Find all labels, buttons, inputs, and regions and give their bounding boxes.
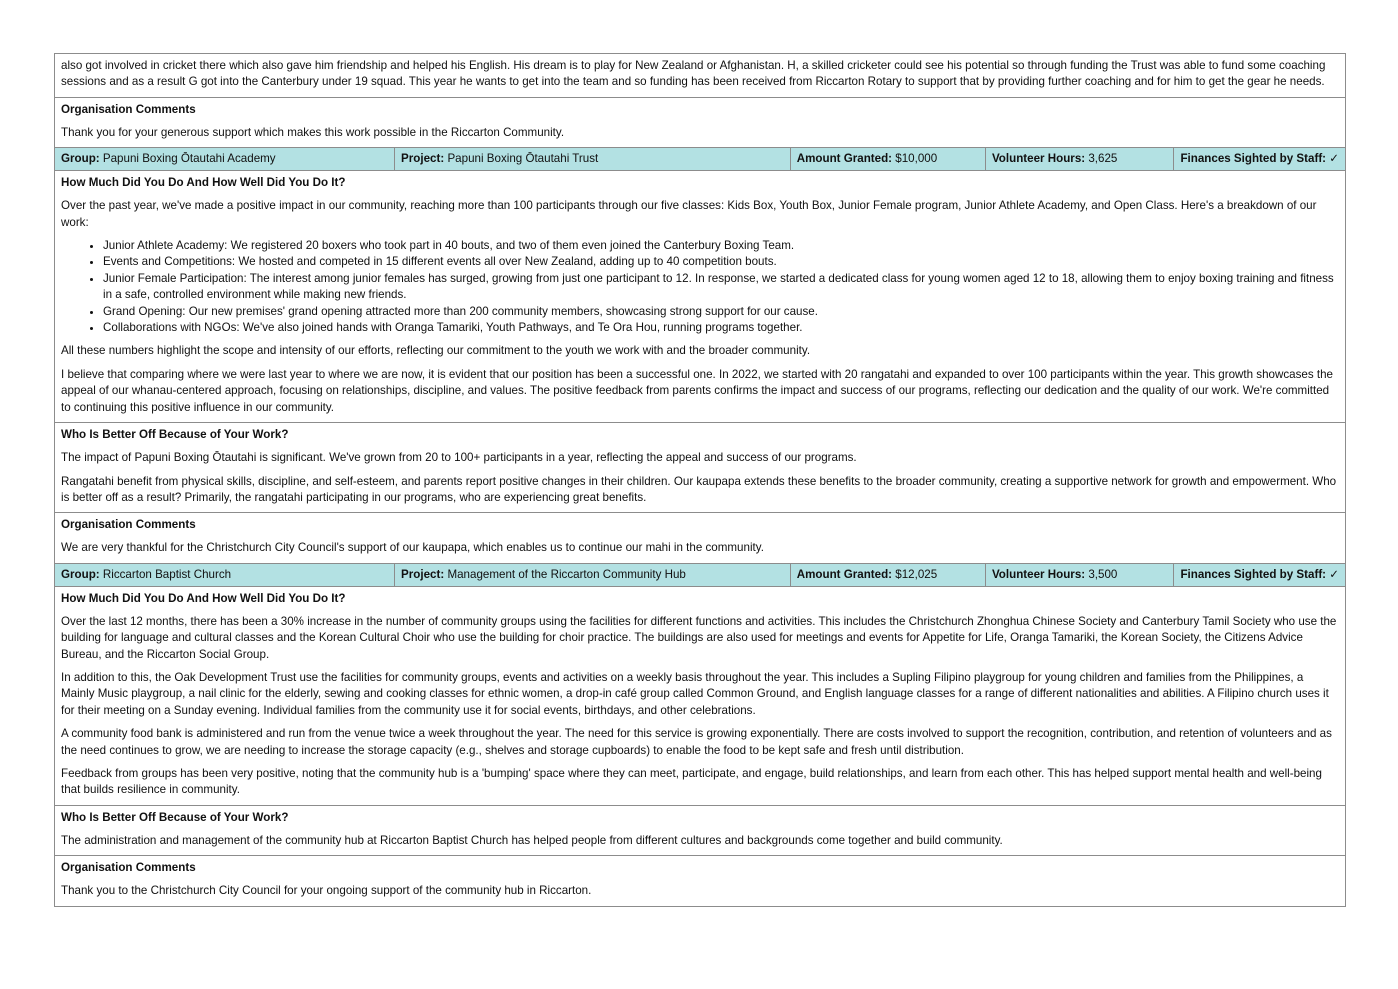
- list-item: • Events and Competitions: We hosted and competed in 15 different events all over New Zealand, adding up to 40 competition bouts.: [103, 254, 1339, 270]
- better-off-paragraph: The impact of Papuni Boxing Ōtautahi is significant. We've grown from 20 to 100+ participants in a year, reflecting the appeal and success of our programs.: [61, 451, 857, 465]
- amount-cell: Amount Granted: $12,025: [790, 564, 985, 586]
- better-off-block-riccarton: [54, 806, 1346, 856]
- how-much-paragraph: I believe that comparing where we were last year to where we are now, it is evident that our position has been a successful one. In 2022, we started with 20 rangatahi and expanded to over 100 participants within the year. This growth showcases the appeal of our whanau-centered approach, focusing on relationships, discipline, and values. The positive feedback from parents confirms the impact and success of our programs, reflecting our dedication and the quality of our work. We're committed to continuing this positive influence in our community.: [61, 367, 1333, 414]
- org-comments-block-papuni: [54, 513, 1346, 563]
- amount-value: $10,000: [895, 152, 938, 166]
- organisation-comments-block: [54, 98, 1346, 148]
- group-cell: Group: Riccarton Baptist Church: [61, 567, 232, 581]
- list-item: • Collaborations with NGOs: We've also joined hands with Oranga Tamariki, Youth Pathways, and Te Ora Hou, running programs together.: [103, 320, 1339, 336]
- continuation-text-block: [54, 53, 1346, 98]
- how-much-heading: How Much Did You Do And How Well Did You Do It?: [61, 176, 346, 190]
- organisation-comments-text: We are very thankful for the Christchurch City Council's support of our kaupapa, which enables us to continue our mahi in the community.: [61, 541, 764, 555]
- organisation-comments-text: Thank you for your generous support which makes this work possible in the Riccarton Community.: [61, 125, 565, 139]
- project-cell: Project: Management of the Riccarton Community Hub: [394, 564, 790, 586]
- hours-value: 3,625: [1088, 152, 1118, 166]
- check-icon: ✓: [1329, 567, 1339, 581]
- org-comments-block-riccarton: [54, 856, 1346, 906]
- how-much-paragraph: A community food bank is administered and run from the venue twice a week throughout the year. The need for this service is growing exponentially. There are costs involved to support the recognition, contribution, and retention of volunteers and as the need continues to grow, we are needing to increase the storage capacity (e.g., shelves and storage cupboards) to enable the food to be kept safe and fresh until distribution.: [61, 727, 1332, 757]
- how-much-block-riccarton: [54, 587, 1346, 806]
- continuation-paragraph: also got involved in cricket there which also gave him friendship and helped his English. His dream is to play for New Zealand or Afghanistan. H, a skilled cricketer could see his potential so through funding the Trust was able to fund some coaching sessions and as a result G got into the Canterbury under 19 squad. This year he wants to get into the team and so funding has been received from Riccarton Rotary to support that by providing further coaching and for him to get the gear he needs.: [61, 59, 1326, 89]
- better-off-paragraph: The administration and management of the community hub at Riccarton Baptist Church has helped people from different cultures and backgrounds come together and build community.: [61, 833, 1003, 847]
- record-header-papuni: [54, 148, 1346, 171]
- how-much-block-papuni: [54, 171, 1346, 423]
- how-much-heading: How Much Did You Do And How Well Did You Do It?: [61, 591, 346, 605]
- hours-value: 3,500: [1088, 567, 1118, 581]
- how-much-paragraph: All these numbers highlight the scope and intensity of our efforts, reflecting our commitment to the youth we work with and the broader community.: [61, 344, 811, 358]
- amount-value: $12,025: [895, 567, 938, 581]
- grant-report-page: [54, 53, 1346, 907]
- hours-cell: Volunteer Hours: 3,625: [985, 148, 1174, 170]
- better-off-heading: Who Is Better Off Because of Your Work?: [61, 428, 289, 442]
- group-cell: Group: Papuni Boxing Ōtautahi Academy: [61, 152, 276, 166]
- how-much-paragraph: Over the last 12 months, there has been a 30% increase in the number of community groups using the facilities for different functions and activities. This includes the Christchurch Zhonghua Chinese Society and Canterbury Tamil Society who use the building for language and cultural classes and the Korean Cultural Choir who use the building for choir practice. The buildings are also used for meetings and events for Appetite for Life, Oranga Tamariki, the Korean Society, the Citizens Advice Bureau, and the Riccarton Social Group.: [61, 614, 1337, 661]
- check-icon: ✓: [1329, 152, 1339, 166]
- better-off-heading: Who Is Better Off Because of Your Work?: [61, 810, 289, 824]
- organisation-comments-heading: Organisation Comments: [61, 518, 196, 532]
- project-cell: Project: Papuni Boxing Ōtautahi Trust: [394, 148, 790, 170]
- amount-cell: Amount Granted: $10,000: [790, 148, 985, 170]
- project-value: Papuni Boxing Ōtautahi Trust: [447, 152, 599, 166]
- better-off-paragraph: Rangatahi benefit from physical skills, discipline, and self-esteem, and parents report positive changes in their children. Our kaupapa extends these benefits to the broader community, creating a supportive network for growth and empowerment. Who is better off as a result? Primarily, the rangatahi participating in our programs, who are experiencing great benefits.: [61, 474, 1337, 504]
- how-much-paragraph: Feedback from groups has been very positive, noting that the community hub is a 'bumping' space where they can meet, participate, and engage, build relationships, and learn from each other. This has helped support mental health and well-being that builds resilience in community.: [61, 766, 1322, 797]
- list-item: • Grand Opening: Our new premises' grand opening attracted more than 200 community members, showcasing strong support for our cause.: [103, 304, 1339, 320]
- list-item: • Junior Female Participation: The interest among junior females has surged, growing from just one participant to 12. In response, we started a dedicated class for young women aged 12 to 18, allowing them to enjoy boxing training and fitness in a safe, controlled environment while making new friends.: [103, 271, 1339, 304]
- organisation-comments-heading: Organisation Comments: [61, 102, 196, 116]
- organisation-comments-heading: Organisation Comments: [61, 861, 196, 875]
- better-off-block-papuni: [54, 423, 1346, 513]
- list-item: • Junior Athlete Academy: We registered 20 boxers who took part in 40 bouts, and two of them even joined the Canterbury Boxing Team.: [103, 238, 1339, 254]
- how-much-paragraph: In addition to this, the Oak Development Trust use the facilities for community groups, events and activities on a weekly basis throughout the year. This includes a Supling Filipino playgroup for young children and families from the Philippines, a Mainly Music playgroup, a nail clinic for the elderly, sewing and cooking classes for ethnic women, a drop-in café group called Common Ground, and English language classes for a range of different nationalities and abilities. A Filipino church uses it for their meeting on a Sunday evening. Individual families from the community use it for social events, birthdays, and other celebrations.: [61, 670, 1329, 717]
- how-much-intro: Over the past year, we've made a positive impact in our community, reaching more than 100 participants through our five classes: Kids Box, Youth Box, Junior Female program, Junior Athlete Academy, and Open Class. Here's a breakdown of our work:: [61, 199, 1317, 229]
- group-value: Papuni Boxing Ōtautahi Academy: [102, 152, 276, 166]
- hours-cell: Volunteer Hours: 3,500: [985, 564, 1174, 586]
- project-value: Management of the Riccarton Community Hub: [447, 567, 686, 581]
- finances-cell: Finances Sighted by Staff: ✓: [1173, 564, 1345, 586]
- organisation-comments-text: Thank you to the Christchurch City Council for your ongoing support of the community hub in Riccarton.: [61, 884, 592, 898]
- record-header-riccarton: [54, 564, 1346, 587]
- finances-cell: Finances Sighted by Staff: ✓: [1173, 148, 1345, 170]
- group-value: Riccarton Baptist Church: [102, 567, 232, 581]
- achievements-list: [61, 238, 1339, 336]
